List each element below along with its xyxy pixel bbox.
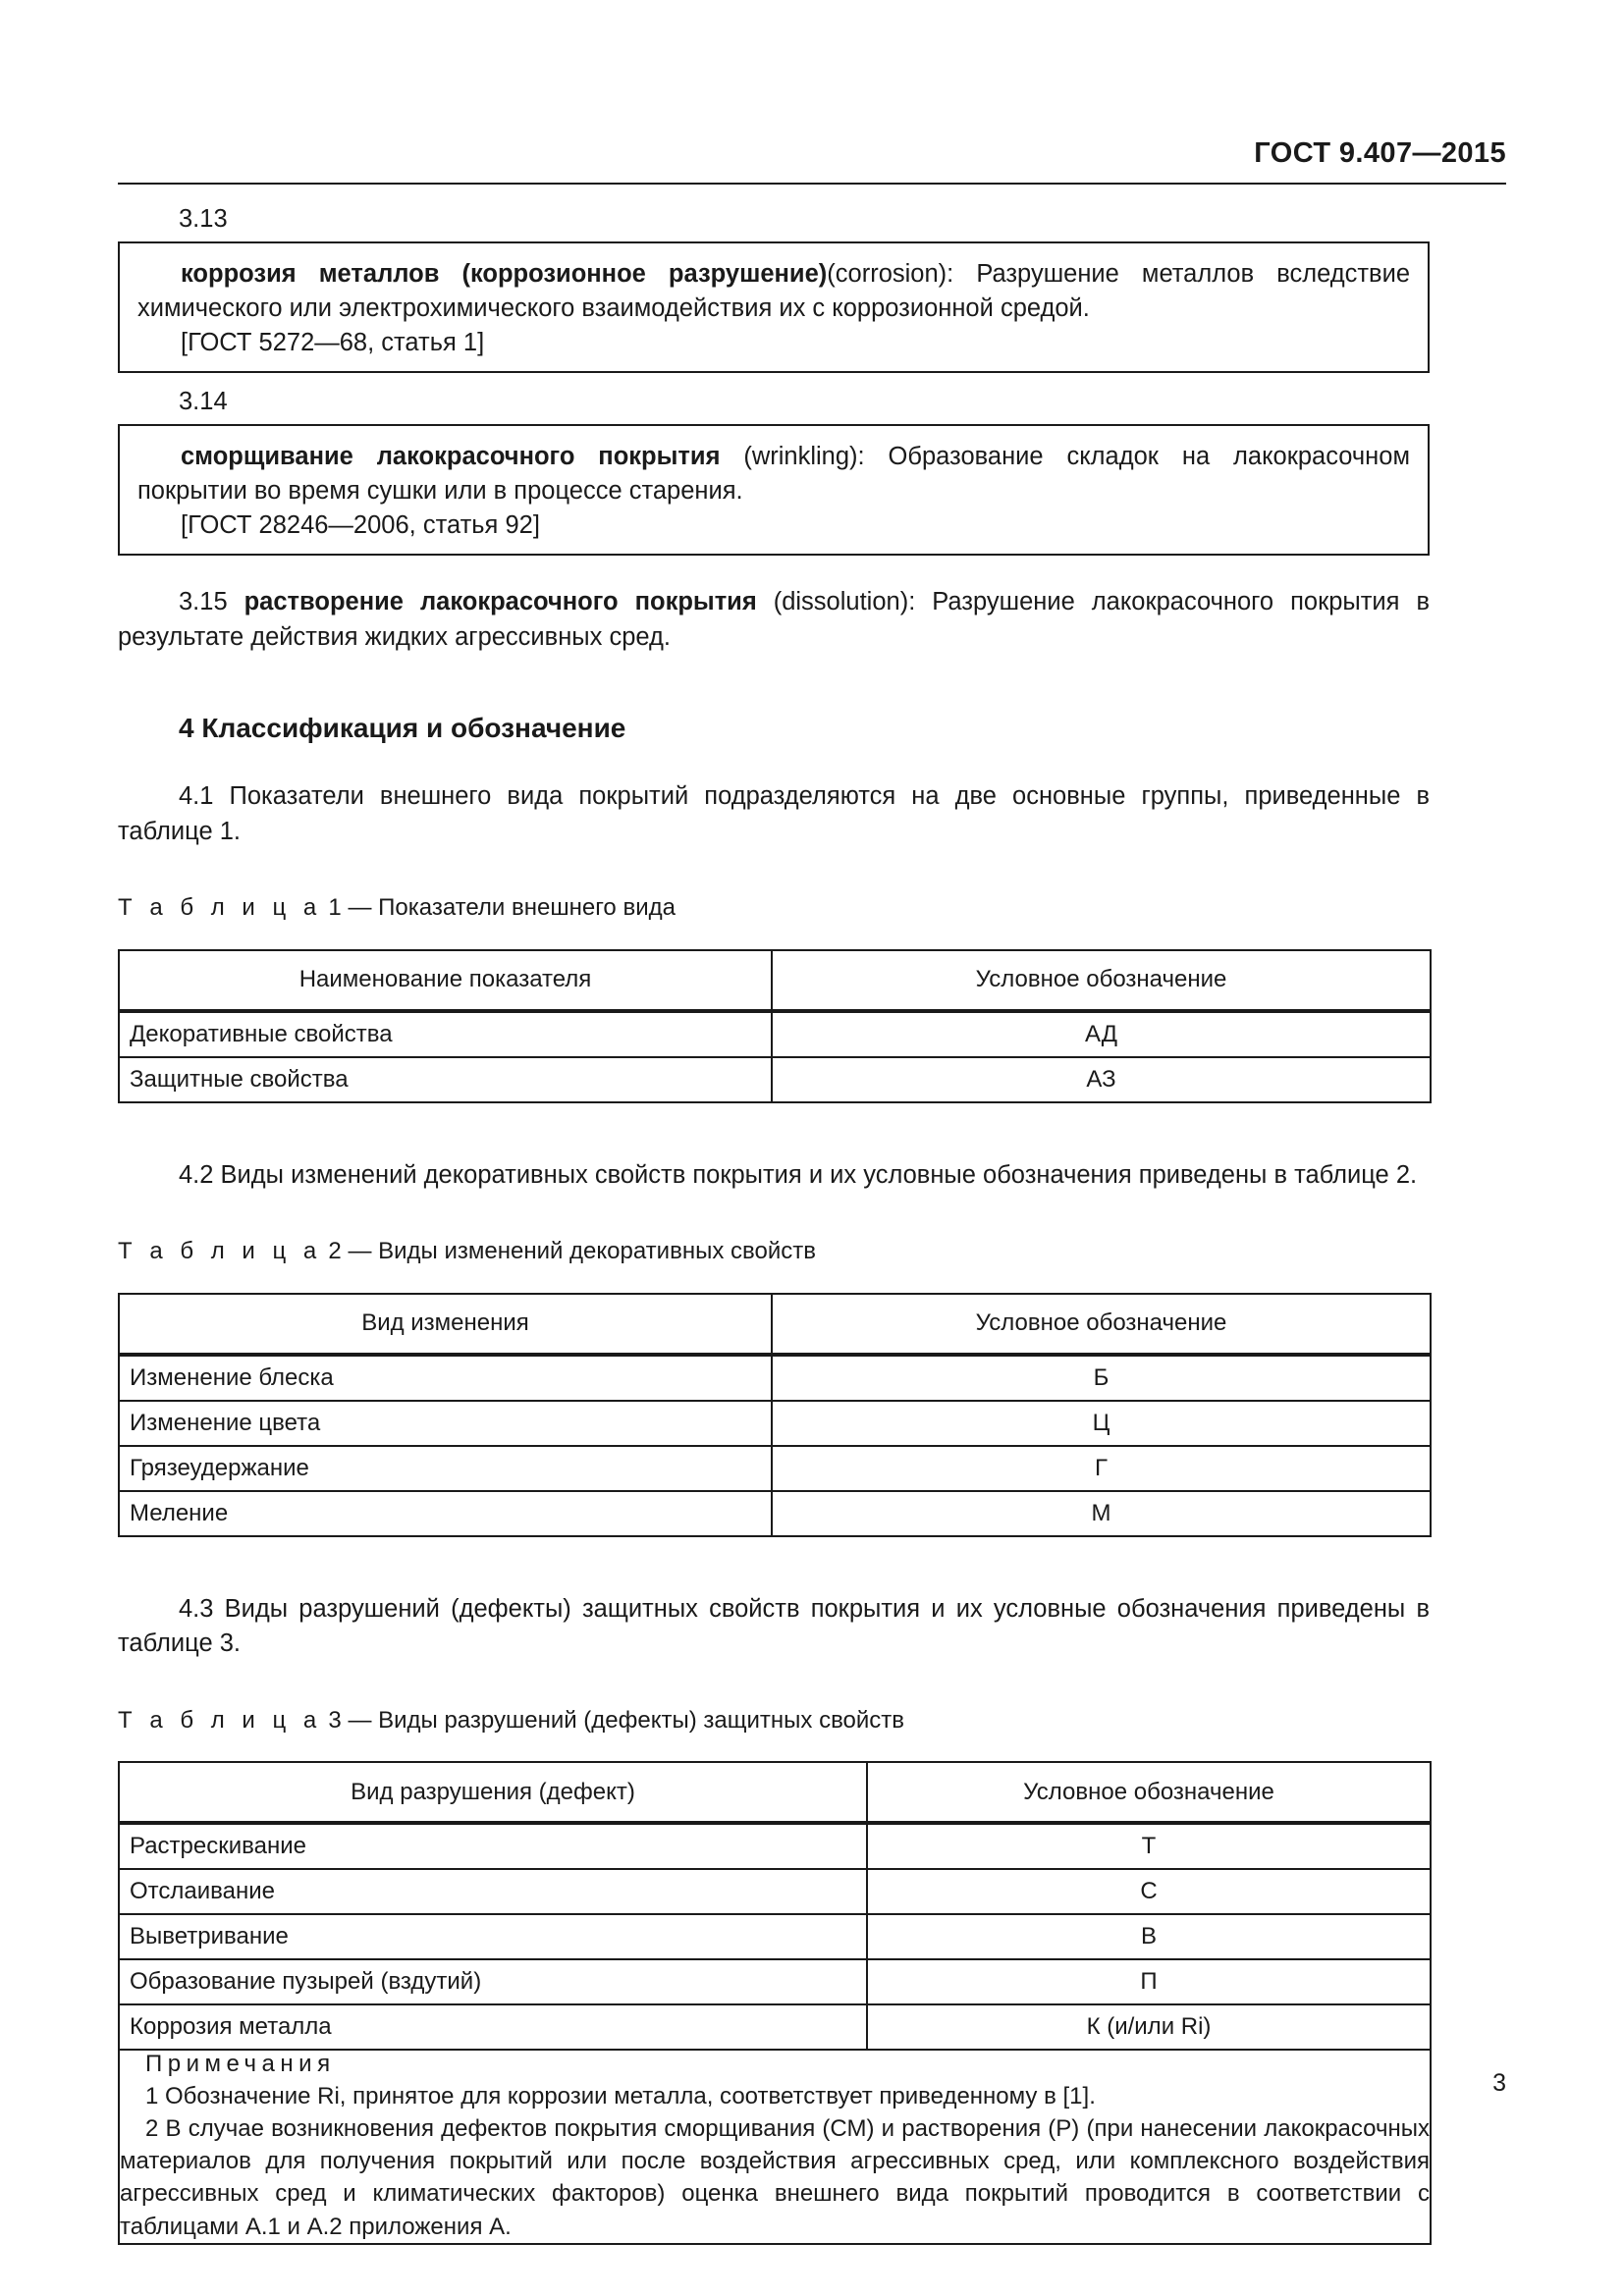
term-body-313: : Разрушение металлов вследствие химического или электрохимического взаимодействия их с коррозионной средой. bbox=[137, 260, 1411, 322]
term-english-315: (dissolution) bbox=[756, 588, 909, 616]
table2-cell-code: Ц bbox=[772, 1401, 1431, 1446]
clause-number-314: 3.14 bbox=[179, 388, 228, 416]
table1-header-row bbox=[119, 950, 1431, 1011]
table2-cell-name: Изменение блеска bbox=[119, 1355, 772, 1401]
page-header bbox=[118, 137, 1506, 192]
table2-caption-word: Т а б л и ц а bbox=[118, 1238, 322, 1265]
note-item: 1 Обозначение Ri, принятое для коррозии металла, соответствует приведенному в [1]. bbox=[145, 2083, 1096, 2110]
table-row bbox=[119, 1401, 1431, 1446]
table2-caption bbox=[118, 1236, 1430, 1266]
table2-cell-code: Б bbox=[772, 1355, 1431, 1401]
table3-cell-name: Растрескивание bbox=[119, 1823, 867, 1869]
table2-caption-rest: 2 — Виды изменений декоративных свойств bbox=[321, 1238, 816, 1265]
table3-cell-name: Коррозия металла bbox=[119, 2004, 867, 2050]
table3-cell-code: П bbox=[867, 1959, 1431, 2004]
table-1 bbox=[118, 949, 1432, 1103]
table3-notes-row bbox=[119, 2050, 1431, 2244]
table3-caption-word: Т а б л и ц а bbox=[118, 1706, 322, 1734]
table1-cell-code: АЗ bbox=[772, 1057, 1431, 1102]
table1-caption-word: Т а б л и ц а bbox=[118, 894, 322, 922]
clause-number-313: 3.13 bbox=[179, 205, 228, 233]
table2-header-code: Условное обозначение bbox=[772, 1294, 1431, 1355]
table-row bbox=[119, 1057, 1431, 1102]
term-definition-313 bbox=[137, 257, 1410, 325]
table-row bbox=[119, 1959, 1431, 2004]
table1-cell-name: Декоративные свойства bbox=[119, 1011, 772, 1057]
table2-cell-name: Изменение цвета bbox=[119, 1401, 772, 1446]
table1-caption-rest: 1 — Показатели внешнего вида bbox=[321, 894, 676, 922]
term-body-315: : Разрушение лакокрасочного покрытия в результате действия жидких агрессивных сред. bbox=[118, 588, 1430, 652]
clause-number-315: 3.15 bbox=[179, 588, 244, 616]
table1-header-name: Наименование показателя bbox=[119, 950, 772, 1011]
term-english-313: (corrosion) bbox=[827, 260, 947, 289]
clause-315 bbox=[118, 585, 1430, 655]
term-label-315: растворение лакокрасочного покрытия bbox=[244, 588, 757, 616]
section-heading-4: 4 Классификация и обозначение bbox=[179, 712, 626, 743]
paragraph-4-1: 4.1 Показатели внешнего вида покрытий подразделяются на две основные группы, приведенные в таблице 1. bbox=[118, 782, 1430, 845]
table-row bbox=[119, 1446, 1431, 1491]
table2-header-name: Вид изменения bbox=[119, 1294, 772, 1355]
table-row bbox=[119, 1869, 1431, 1914]
table3-caption bbox=[118, 1705, 1430, 1735]
document-content bbox=[118, 202, 1430, 2245]
table-row bbox=[119, 1355, 1431, 1401]
table3-cell-name: Образование пузырей (вздутий) bbox=[119, 1959, 867, 2004]
table3-cell-code: К (и/или Ri) bbox=[867, 2004, 1431, 2050]
table-row bbox=[119, 2004, 1431, 2050]
table3-header-code: Условное обозначение bbox=[867, 1762, 1431, 1823]
note-item: 2 В случае возникновения дефектов покрытия сморщивания (СМ) и растворения (Р) (при нанесении лакокрасочных материалов для получения покрытий или после воздействия агрессивных сред, или комплексного воздействия агрессивных сред и климатических факторов) оценка внешнего вида покрытий проводится в соответствии с таблицами А.1 и А.2 приложения А. bbox=[120, 2115, 1430, 2240]
table3-cell-name: Отслаивание bbox=[119, 1869, 867, 1914]
term-english-314: (wrinkling) bbox=[743, 443, 858, 471]
table-row bbox=[119, 1491, 1431, 1536]
table3-header-name: Вид разрушения (дефект) bbox=[119, 1762, 867, 1823]
standard-number: ГОСТ 9.407—2015 bbox=[1254, 137, 1506, 169]
table1-cell-name: Защитные свойства bbox=[119, 1057, 772, 1102]
notes-title: Примечания bbox=[145, 2051, 336, 2078]
table3-cell-name: Выветривание bbox=[119, 1914, 867, 1959]
table2-cell-name: Грязеудержание bbox=[119, 1446, 772, 1491]
table-row bbox=[119, 1823, 1431, 1869]
table3-cell-code: Т bbox=[867, 1823, 1431, 1869]
table3-caption-rest: 3 — Виды разрушений (дефекты) защитных свойств bbox=[321, 1706, 905, 1734]
term-source-313: [ГОСТ 5272—68, статья 1] bbox=[181, 328, 485, 356]
page-number: 3 bbox=[1492, 2069, 1506, 2097]
table2-header-row bbox=[119, 1294, 1431, 1355]
table2-cell-name: Меление bbox=[119, 1491, 772, 1536]
table-2 bbox=[118, 1293, 1432, 1537]
table3-cell-code: В bbox=[867, 1914, 1431, 1959]
table-row bbox=[119, 1914, 1431, 1959]
term-box-314 bbox=[118, 424, 1430, 556]
term-definition-314 bbox=[137, 440, 1410, 507]
term-source-314: [ГОСТ 28246—2006, статья 92] bbox=[181, 510, 540, 539]
term-label-313: коррозия металлов (коррозионное разрушение) bbox=[181, 260, 828, 289]
table-row bbox=[119, 1011, 1431, 1057]
paragraph-4-3: 4.3 Виды разрушений (дефекты) защитных свойств покрытия и их условные обозначения приведены в таблице 3. bbox=[118, 1594, 1430, 1658]
table2-cell-code: М bbox=[772, 1491, 1431, 1536]
table3-notes bbox=[119, 2050, 1431, 2244]
term-label-314: сморщивание лакокрасочного покрытия bbox=[181, 443, 721, 471]
table1-caption bbox=[118, 892, 1430, 923]
term-body-314: : Образование складок на лакокрасочном покрытии во время сушки или в процессе старения. bbox=[137, 443, 1410, 505]
header-rule bbox=[118, 183, 1506, 185]
term-box-313 bbox=[118, 241, 1430, 373]
table3-cell-code: С bbox=[867, 1869, 1431, 1914]
table1-header-code: Условное обозначение bbox=[772, 950, 1431, 1011]
paragraph-4-2: 4.2 Виды изменений декоративных свойств покрытия и их условные обозначения приведены в таблице 2. bbox=[179, 1160, 1418, 1189]
table-3 bbox=[118, 1761, 1432, 2245]
table2-cell-code: Г bbox=[772, 1446, 1431, 1491]
table3-header-row bbox=[119, 1762, 1431, 1823]
table1-cell-code: АД bbox=[772, 1011, 1431, 1057]
